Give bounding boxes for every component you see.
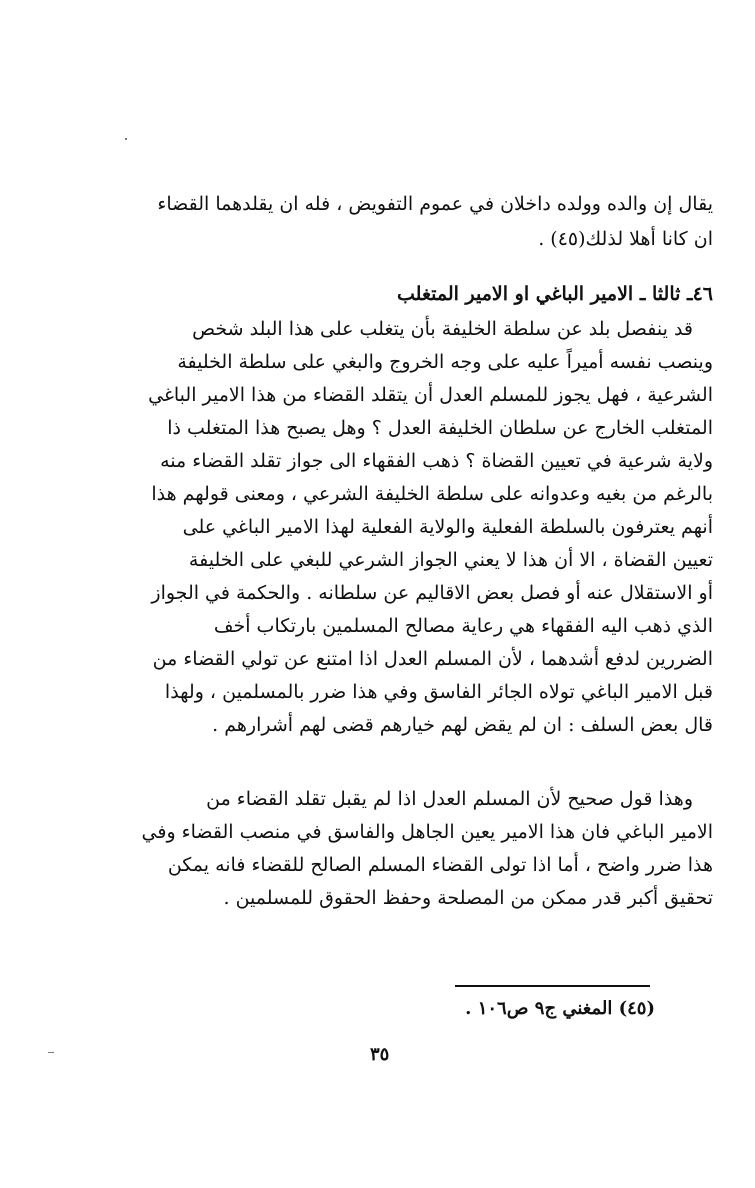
paragraph-2-line-2: وينصب نفسه أميراً عليه على وجه الخروج والبغي على سلطة الخليفة (177, 351, 713, 373)
paragraph-1-line-2: ان كانا أهلا لذلك(٤٥) . (538, 228, 713, 250)
paragraph-1-line-1: يقال إن والده وولده داخلان في عموم التفويض ، فله ان يقلدهما القضاء (157, 193, 713, 215)
paragraph-3-line-4: تحقيق أكبر قدر ممكن من المصلحة وحفظ الحقوق للمسلمين . (223, 887, 713, 909)
paragraph-2-line-7: أنهم يعترفون بالسلطة الفعلية والولاية الفعلية لهذا الامير الباغي على (182, 516, 713, 538)
paragraph-2-line-5: ولاية شرعية في تعيين القضاة ؟ ذهب الفقهاء الى جواز تقلد القضاء منه (160, 450, 713, 472)
scan-speck (125, 138, 127, 140)
section-heading: ٤٦ـ ثالثا ـ الامير الباغي او الامير المتغلب (397, 283, 713, 305)
paragraph-2-line-3: الشرعية ، فهل يجوز للمسلم العدل أن يتقلد القضاء من هذا الامير الباغي (148, 384, 713, 406)
scan-speck (48, 1052, 54, 1053)
paragraph-2-line-12: قبل الامير الباغي تولاه الجائر الفاسق وفي هذا ضرر بالمسلمين ، ولهذا (164, 681, 713, 703)
paragraph-2-line-1: قد ينفصل بلد عن سلطة الخليفة بأن يتغلب على هذا البلد شخص (192, 318, 693, 340)
paragraph-3-line-3: هذا ضرر واضح ، أما اذا تولى القضاء المسلم الصالح للقضاء فانه يمكن (167, 854, 713, 876)
paragraph-2-line-6: بالرغم من بغيه وعدوانه على سلطة الخليفة الشرعي ، ومعنى قولهم هذا (151, 483, 713, 505)
page-number: ٣٥ (370, 1044, 390, 1065)
paragraph-2-line-10: الذي ذهب اليه الفقهاء هي رعاية مصالح المسلمين بارتكاب أخف (213, 615, 713, 637)
footnote: (٤٥) المغني ج٩ ص١٠٦ . (465, 998, 655, 1019)
paragraph-2-line-8: تعيين القضاة ، الا أن هذا لا يعني الجواز الشرعي للبغي على الخليفة (188, 549, 713, 571)
paragraph-2-line-4: المتغلب الخارج عن سلطان الخليفة العدل ؟ وهل يصبح هذا المتغلب ذا (167, 417, 713, 439)
paragraph-2-line-9: أو الاستقلال عنه أو فصل بعض الاقاليم عن سلطانه . والحكمة في الجواز (151, 582, 713, 604)
paragraph-2-line-13: قال بعض السلف : ان لم يقض لهم خيارهم قضى لهم أشرارهم . (212, 714, 713, 736)
paragraph-3-line-2: الامير الباغي فان هذا الامير يعين الجاهل والفاسق في منصب القضاء وفي (141, 821, 713, 843)
footnote-divider (455, 985, 650, 987)
paragraph-3-line-1: وهذا قول صحيح لأن المسلم العدل اذا لم يقبل تقلد القضاء من (206, 788, 693, 810)
paragraph-2-line-11: الضررين لدفع أشدهما ، لأن المسلم العدل اذا امتنع عن تولي القضاء من (152, 648, 713, 670)
